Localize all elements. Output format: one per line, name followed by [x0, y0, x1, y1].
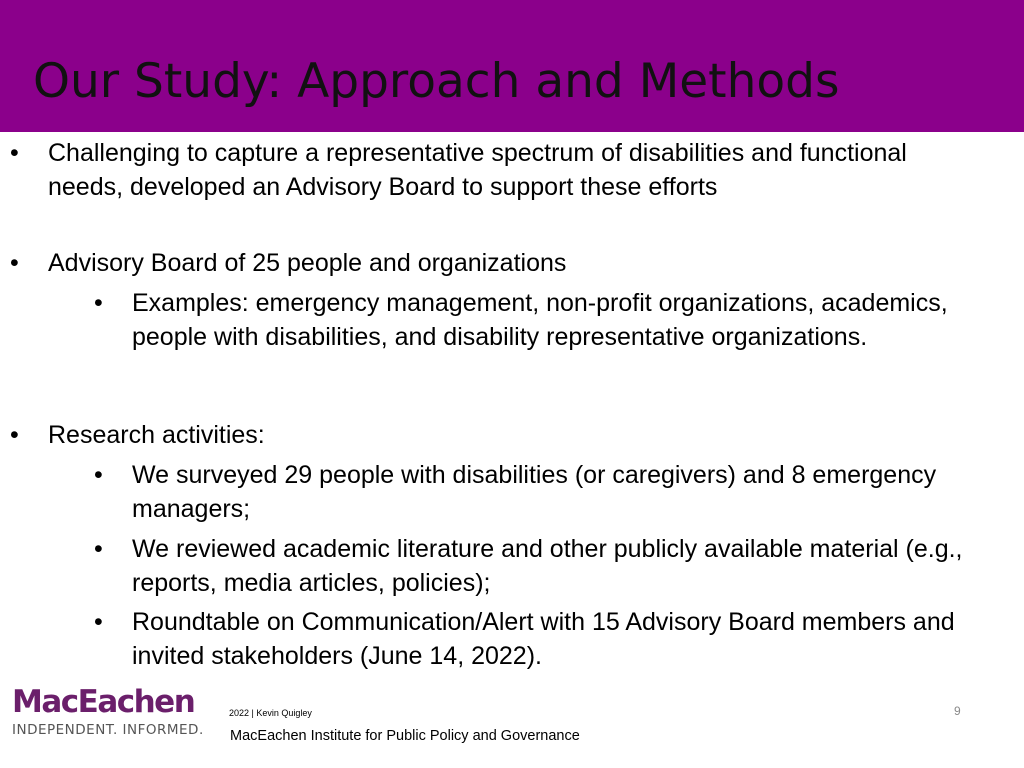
bullet-dot-icon: • [94, 608, 103, 636]
page-number: 9 [954, 704, 961, 718]
bullet-item [10, 246, 978, 280]
bullet-text: Challenging to capture a representative spectrum of disabilities and functional needs, developed an Advisory Board to support these efforts [48, 139, 907, 201]
bullet-text: Research activities: [48, 421, 265, 449]
footer-institute: MacEachen Institute for Public Policy and Governance [230, 728, 580, 744]
bullet-text: Advisory Board of 25 people and organizations [48, 249, 567, 277]
maceachen-logo [12, 685, 204, 739]
sub-bullet-text: Roundtable on Communication/Alert with 15 Advisory Board members and invited stakeholders (June 14, 2022). [132, 608, 955, 670]
bullet-dot-icon: • [94, 289, 103, 317]
bullet-dot-icon: • [10, 421, 19, 449]
bullet-item [10, 418, 978, 452]
logo-tagline: INDEPENDENT. INFORMED. [12, 722, 204, 738]
sub-bullet-text: We reviewed academic literature and other publicly available material (e.g., reports, media articles, policies); [132, 535, 963, 597]
bullet-dot-icon: • [10, 139, 19, 167]
bullet-dot-icon: • [94, 535, 103, 563]
sub-bullet-item [94, 605, 1012, 673]
bullet-dot-icon: • [10, 249, 19, 277]
bullet-dot-icon: • [94, 461, 103, 489]
sub-bullet-item [94, 532, 1012, 600]
sub-bullet-text: We surveyed 29 people with disabilities (or caregivers) and 8 emergency managers; [132, 461, 937, 523]
sub-bullet-text: Examples: emergency management, non-profit organizations, academics, people with disabilities, and disability representative organizations. [132, 289, 948, 351]
logo-wordmark: MacEachen [12, 684, 195, 720]
sub-bullet-item [94, 286, 1012, 354]
footer-credit: 2022 | Kevin Quigley [229, 708, 312, 718]
slide-title: Our Study: Approach and Methods [33, 54, 840, 109]
sub-bullet-item [94, 458, 1012, 526]
bullet-item [10, 136, 978, 204]
